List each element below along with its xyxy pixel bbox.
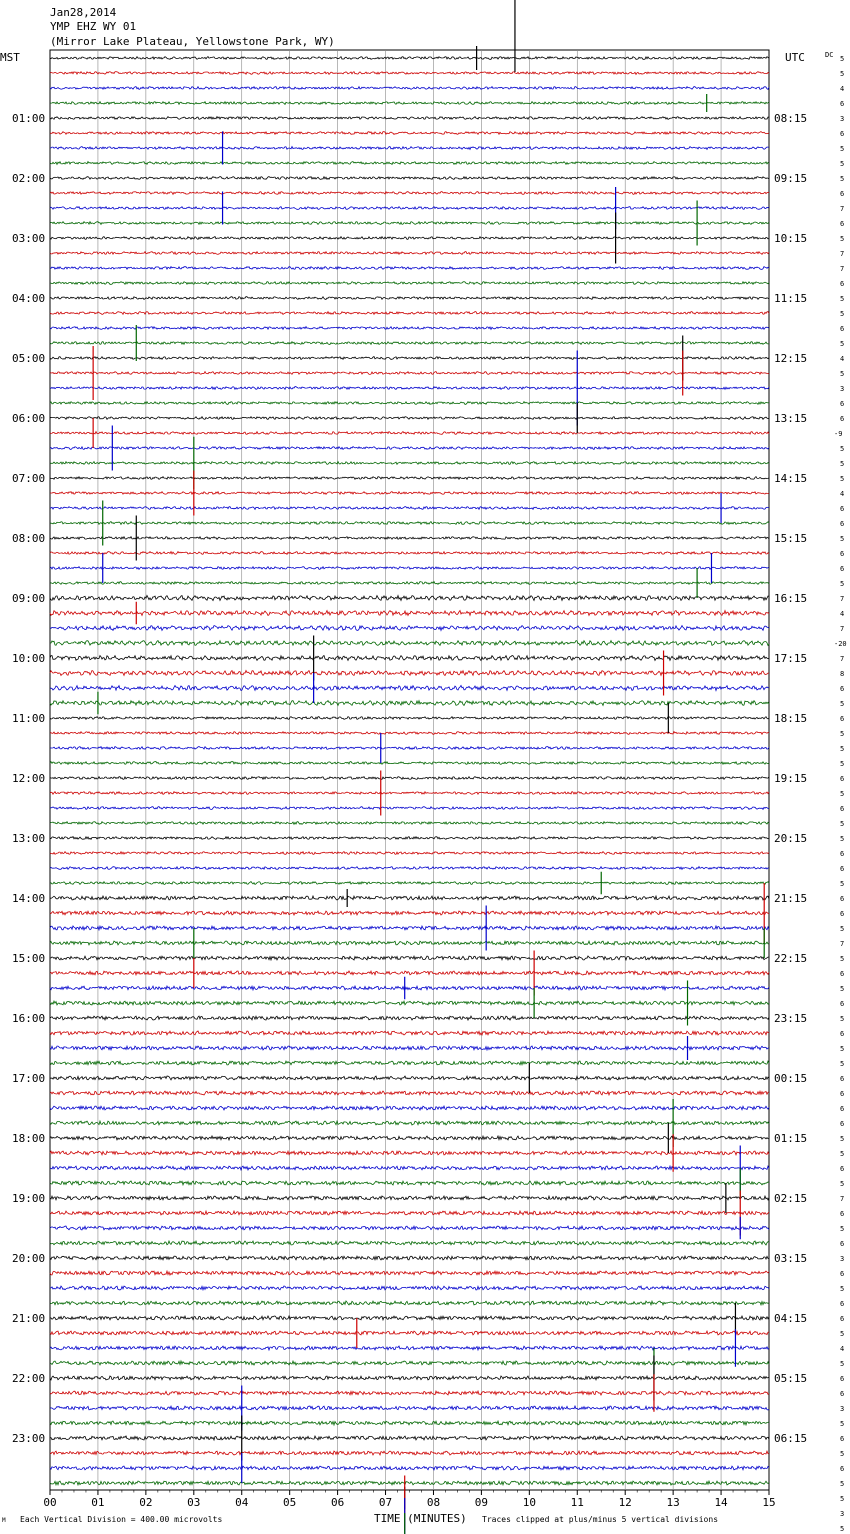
utc-hour-label-2: 10:15 <box>774 232 808 245</box>
dc-value-8: 5 <box>840 175 845 183</box>
trace-68 <box>50 1076 769 1080</box>
mst-hour-label-13: 14:00 <box>12 892 46 905</box>
mst-hour-label-0: 01:00 <box>12 112 46 125</box>
mst-hour-label-22: 23:00 <box>12 1432 46 1445</box>
dc-value-76: 7 <box>840 1195 845 1203</box>
dc-value-43: 5 <box>840 700 845 708</box>
utc-hour-label-16: 00:15 <box>774 1072 808 1085</box>
dc-value-58: 5 <box>840 925 845 933</box>
dc-value-52: 5 <box>840 835 845 843</box>
x-tick-label-11: 11 <box>570 1496 584 1509</box>
dc-value-32: 5 <box>840 535 845 543</box>
x-tick-label-6: 06 <box>330 1496 345 1509</box>
left-zone-label: MST <box>0 51 20 64</box>
trace-26 <box>50 447 769 450</box>
dc-value-77: 6 <box>840 1210 845 1218</box>
date-label: Jan28,2014 <box>50 6 117 19</box>
mst-hour-label-6: 07:00 <box>12 472 46 485</box>
trace-24 <box>50 417 769 420</box>
trace-90 <box>50 1406 769 1410</box>
mst-hour-label-9: 10:00 <box>12 652 46 665</box>
dc-value-55: 5 <box>840 880 845 888</box>
trace-44 <box>50 717 769 720</box>
dc-value-17: 5 <box>840 310 845 318</box>
dc-value-30: 6 <box>840 505 845 513</box>
dc-value-96: 5 <box>840 1495 845 1503</box>
dc-value-73: 5 <box>840 1150 845 1158</box>
trace-49 <box>50 792 769 795</box>
trace-82 <box>50 1286 769 1290</box>
dc-value-86: 4 <box>840 1345 845 1353</box>
corner-mark: M <box>2 1517 6 1524</box>
x-axis-ticks <box>43 1490 775 1509</box>
utc-hour-label-1: 09:15 <box>774 172 808 185</box>
trace-50 <box>50 807 769 810</box>
dc-value-47: 5 <box>840 760 845 768</box>
trace-51 <box>50 822 769 825</box>
x-tick-label-10: 10 <box>522 1496 536 1509</box>
dc-value-70: 6 <box>840 1105 845 1113</box>
utc-hour-label-13: 21:15 <box>774 892 808 905</box>
trace-66 <box>50 1046 769 1050</box>
utc-hour-label-4: 12:15 <box>774 352 808 365</box>
dc-value-34: 6 <box>840 565 845 573</box>
trace-54 <box>50 867 769 870</box>
dc-value-31: 6 <box>840 520 845 528</box>
dc-value-57: 6 <box>840 910 845 918</box>
dc-value-2: 4 <box>840 85 845 93</box>
trace-93 <box>50 1451 769 1455</box>
dc-value-29: 4 <box>840 490 845 498</box>
dc-value-90: 3 <box>840 1405 845 1413</box>
dc-value-19: 5 <box>840 340 845 348</box>
trace-20 <box>50 357 769 360</box>
x-tick-label-1: 01 <box>91 1496 105 1509</box>
trace-65 <box>50 1031 769 1035</box>
trace-3 <box>50 102 769 105</box>
mst-hour-label-10: 11:00 <box>12 712 46 725</box>
utc-hour-label-3: 11:15 <box>774 292 808 305</box>
trace-45 <box>50 732 769 735</box>
trace-41 <box>50 671 769 676</box>
dc-value-18: 6 <box>840 325 845 333</box>
trace-48 <box>50 777 769 780</box>
dc-value-82: 5 <box>840 1285 845 1293</box>
trace-86 <box>50 1346 769 1350</box>
dc-value-3: 6 <box>840 100 845 108</box>
mst-hour-label-12: 13:00 <box>12 832 46 845</box>
trace-56 <box>50 896 769 900</box>
dc-value-4: 3 <box>840 115 845 123</box>
trace-95 <box>50 1481 769 1485</box>
mst-hour-label-19: 20:00 <box>12 1252 46 1265</box>
dc-value-10: 7 <box>840 205 845 213</box>
dc-value-48: 6 <box>840 775 845 783</box>
dc-value-11: 6 <box>840 220 845 228</box>
trace-35 <box>50 582 769 585</box>
dc-value-20: 4 <box>840 355 845 363</box>
seismic-traces <box>50 57 769 1485</box>
dc-value-7: 5 <box>840 160 845 168</box>
trace-42 <box>50 686 769 691</box>
trace-7 <box>50 162 769 165</box>
dc-value-40: 7 <box>840 655 845 663</box>
dc-value-87: 5 <box>840 1360 845 1368</box>
utc-hour-label-19: 03:15 <box>774 1252 808 1265</box>
trace-6 <box>50 147 769 150</box>
trace-75 <box>50 1181 769 1185</box>
dc-value-14: 7 <box>840 265 845 273</box>
mst-hour-label-18: 19:00 <box>12 1192 46 1205</box>
dc-value-59: 7 <box>840 940 845 948</box>
dc-value-45: 5 <box>840 730 845 738</box>
dc-value-92: 6 <box>840 1435 845 1443</box>
trace-15 <box>50 282 769 285</box>
trace-79 <box>50 1241 769 1245</box>
utc-hour-label-15: 23:15 <box>774 1012 808 1025</box>
dc-label: DC <box>825 51 834 59</box>
trace-21 <box>50 372 769 375</box>
trace-70 <box>50 1106 769 1110</box>
trace-63 <box>50 1001 769 1005</box>
trace-8 <box>50 177 769 180</box>
mst-hour-label-3: 04:00 <box>12 292 46 305</box>
dc-value-36: 7 <box>840 595 845 603</box>
mst-hour-label-14: 15:00 <box>12 952 46 965</box>
x-tick-label-3: 03 <box>187 1496 201 1509</box>
trace-19 <box>50 342 769 345</box>
dc-value-33: 6 <box>840 550 845 558</box>
dc-value-23: 6 <box>840 400 845 408</box>
utc-hour-label-5: 13:15 <box>774 412 808 425</box>
dc-value-46: 5 <box>840 745 845 753</box>
dc-value-16: 5 <box>840 295 845 303</box>
trace-29 <box>50 492 769 495</box>
dc-value-97: 3 <box>840 1510 845 1518</box>
dc-value-49: 5 <box>840 790 845 798</box>
utc-hour-label-6: 14:15 <box>774 472 808 485</box>
trace-57 <box>50 911 769 915</box>
mst-hour-label-16: 17:00 <box>12 1072 46 1085</box>
dc-value-9: 6 <box>840 190 845 198</box>
trace-11 <box>50 222 769 225</box>
trace-80 <box>50 1256 769 1260</box>
dc-value-66: 5 <box>840 1045 845 1053</box>
dc-value-44: 6 <box>840 715 845 723</box>
dc-value-12: 5 <box>840 235 845 243</box>
dc-value-63: 6 <box>840 1000 845 1008</box>
dc-value-35: 5 <box>840 580 845 588</box>
dc-value-26: 5 <box>840 445 845 453</box>
dc-value-94: 6 <box>840 1465 845 1473</box>
trace-78 <box>50 1226 769 1230</box>
trace-84 <box>50 1316 769 1320</box>
x-tick-label-8: 08 <box>426 1496 441 1509</box>
trace-32 <box>50 537 769 540</box>
trace-37 <box>50 611 769 616</box>
trace-23 <box>50 402 769 405</box>
trace-60 <box>50 956 769 960</box>
dc-value-68: 6 <box>840 1075 845 1083</box>
utc-hour-label-10: 18:15 <box>774 712 808 725</box>
dc-value-51: 5 <box>840 820 845 828</box>
dc-value-5: 6 <box>840 130 845 138</box>
trace-69 <box>50 1091 769 1095</box>
trace-39 <box>50 641 769 646</box>
trace-81 <box>50 1271 769 1275</box>
trace-85 <box>50 1331 769 1335</box>
mst-hour-label-8: 09:00 <box>12 592 46 605</box>
x-tick-label-2: 02 <box>139 1496 153 1509</box>
dc-value-74: 6 <box>840 1165 845 1173</box>
trace-91 <box>50 1421 769 1425</box>
x-tick-label-9: 09 <box>474 1496 489 1509</box>
dc-value-37: 4 <box>840 610 845 618</box>
trace-33 <box>50 552 769 555</box>
dc-value-98: 5 <box>840 1525 845 1533</box>
trace-9 <box>50 192 769 195</box>
dc-value-0: 5 <box>840 55 845 63</box>
trace-71 <box>50 1121 769 1125</box>
dc-value-1: 5 <box>840 70 845 78</box>
utc-hour-label-11: 19:15 <box>774 772 808 785</box>
dc-value-13: 7 <box>840 250 845 258</box>
trace-18 <box>50 327 769 330</box>
location-label: (Mirror Lake Plateau, Yellowstone Park, WY) <box>50 35 335 48</box>
mst-hour-label-15: 16:00 <box>12 1012 46 1025</box>
trace-14 <box>50 267 769 270</box>
dc-value-84: 6 <box>840 1315 845 1323</box>
trace-36 <box>50 596 769 601</box>
dc-value-83: 6 <box>840 1300 845 1308</box>
trace-67 <box>50 1061 769 1065</box>
dc-value-89: 6 <box>840 1390 845 1398</box>
mst-hour-labels <box>12 112 45 1445</box>
dc-value-71: 6 <box>840 1120 845 1128</box>
dc-value-24: 6 <box>840 415 845 423</box>
dc-value-72: 5 <box>840 1135 845 1143</box>
trace-73 <box>50 1151 769 1155</box>
dc-value-85: 5 <box>840 1330 845 1338</box>
dc-value-41: 8 <box>840 670 845 678</box>
trace-43 <box>50 701 769 706</box>
utc-hour-label-12: 20:15 <box>774 832 808 845</box>
dc-value-54: 6 <box>840 865 845 873</box>
dc-value-53: 6 <box>840 850 845 858</box>
dc-offset-values <box>834 55 847 1533</box>
x-tick-label-5: 05 <box>283 1496 297 1509</box>
mst-hour-label-7: 08:00 <box>12 532 46 545</box>
dc-value-25: -9 <box>834 430 843 438</box>
dc-value-80: 3 <box>840 1255 845 1263</box>
x-tick-label-14: 14 <box>714 1496 728 1509</box>
utc-hour-label-14: 22:15 <box>774 952 808 965</box>
trace-31 <box>50 522 769 525</box>
dc-value-27: 5 <box>840 460 845 468</box>
trace-59 <box>50 941 769 945</box>
utc-hour-label-0: 08:15 <box>774 112 808 125</box>
x-tick-label-13: 13 <box>666 1496 680 1509</box>
station-label: YMP EHZ WY 01 <box>50 20 137 33</box>
right-zone-label: UTC <box>785 51 805 64</box>
utc-hour-label-21: 05:15 <box>774 1372 808 1385</box>
trace-55 <box>50 882 769 885</box>
dc-value-28: 5 <box>840 475 845 483</box>
trace-53 <box>50 852 769 855</box>
utc-hour-label-9: 17:15 <box>774 652 808 665</box>
trace-40 <box>50 656 769 661</box>
trace-58 <box>50 926 769 930</box>
trace-4 <box>50 117 769 120</box>
dc-value-39: -20 <box>834 640 847 648</box>
dc-value-22: 3 <box>840 385 845 393</box>
trace-74 <box>50 1166 769 1170</box>
trace-52 <box>50 837 769 840</box>
trace-27 <box>50 462 769 465</box>
trace-38 <box>50 626 769 631</box>
dc-value-21: 5 <box>840 370 845 378</box>
mst-hour-label-11: 12:00 <box>12 772 46 785</box>
x-tick-label-4: 04 <box>235 1496 249 1509</box>
mst-hour-label-4: 05:00 <box>12 352 46 365</box>
dc-value-15: 6 <box>840 280 845 288</box>
plot-frame <box>50 50 769 1490</box>
x-axis-label: TIME (MINUTES) <box>374 1512 467 1525</box>
utc-hour-labels <box>774 112 807 1445</box>
trace-28 <box>50 477 769 480</box>
dc-value-78: 5 <box>840 1225 845 1233</box>
mst-hour-label-2: 03:00 <box>12 232 46 245</box>
mst-hour-label-1: 02:00 <box>12 172 46 185</box>
mst-hour-label-5: 06:00 <box>12 412 46 425</box>
dc-value-95: 5 <box>840 1480 845 1488</box>
trace-62 <box>50 986 769 990</box>
utc-hour-label-18: 02:15 <box>774 1192 808 1205</box>
trace-34 <box>50 567 769 570</box>
dc-value-93: 5 <box>840 1450 845 1458</box>
x-tick-label-0: 00 <box>43 1496 57 1509</box>
x-tick-label-15: 15 <box>762 1496 776 1509</box>
dc-value-60: 5 <box>840 955 845 963</box>
trace-77 <box>50 1211 769 1215</box>
mst-hour-label-21: 22:00 <box>12 1372 46 1385</box>
dc-value-67: 5 <box>840 1060 845 1068</box>
dc-value-62: 5 <box>840 985 845 993</box>
trace-61 <box>50 971 769 975</box>
dc-value-61: 6 <box>840 970 845 978</box>
trace-72 <box>50 1136 769 1140</box>
trace-83 <box>50 1301 769 1305</box>
trace-0 <box>50 57 769 60</box>
dc-value-56: 6 <box>840 895 845 903</box>
trace-92 <box>50 1436 769 1440</box>
utc-hour-label-17: 01:15 <box>774 1132 808 1145</box>
trace-25 <box>50 432 769 435</box>
utc-hour-label-7: 15:15 <box>774 532 808 545</box>
dc-value-81: 6 <box>840 1270 845 1278</box>
trace-76 <box>50 1196 769 1200</box>
trace-64 <box>50 1016 769 1020</box>
dc-value-65: 6 <box>840 1030 845 1038</box>
clipping-note: Traces clipped at plus/minus 5 vertical divisions <box>482 1515 719 1524</box>
utc-hour-label-8: 16:15 <box>774 592 808 605</box>
mst-hour-label-17: 18:00 <box>12 1132 46 1145</box>
utc-hour-label-22: 06:15 <box>774 1432 808 1445</box>
trace-1 <box>50 72 769 75</box>
trace-22 <box>50 387 769 390</box>
dc-value-6: 5 <box>840 145 845 153</box>
trace-2 <box>50 87 769 90</box>
trace-87 <box>50 1361 769 1365</box>
trace-88 <box>50 1376 769 1380</box>
x-tick-label-7: 07 <box>378 1496 393 1509</box>
trace-47 <box>50 762 769 765</box>
dc-value-38: 7 <box>840 625 845 633</box>
dc-value-79: 6 <box>840 1240 845 1248</box>
trace-10 <box>50 207 769 210</box>
x-tick-label-12: 12 <box>618 1496 632 1509</box>
trace-5 <box>50 132 769 135</box>
trace-13 <box>50 252 769 255</box>
vertical-division-note: Each Vertical Division = 400.00 microvolts <box>20 1515 223 1524</box>
dc-value-75: 5 <box>840 1180 845 1188</box>
dc-value-64: 5 <box>840 1015 845 1023</box>
dc-value-91: 5 <box>840 1420 845 1428</box>
trace-16 <box>50 297 769 300</box>
trace-30 <box>50 507 769 510</box>
dc-value-50: 6 <box>840 805 845 813</box>
trace-46 <box>50 747 769 750</box>
mst-hour-label-20: 21:00 <box>12 1312 46 1325</box>
trace-94 <box>50 1466 769 1470</box>
utc-hour-label-20: 04:15 <box>774 1312 808 1325</box>
dc-value-69: 6 <box>840 1090 845 1098</box>
trace-12 <box>50 237 769 240</box>
trace-17 <box>50 312 769 315</box>
trace-89 <box>50 1391 769 1395</box>
dc-value-88: 6 <box>840 1375 845 1383</box>
dc-value-42: 6 <box>840 685 845 693</box>
